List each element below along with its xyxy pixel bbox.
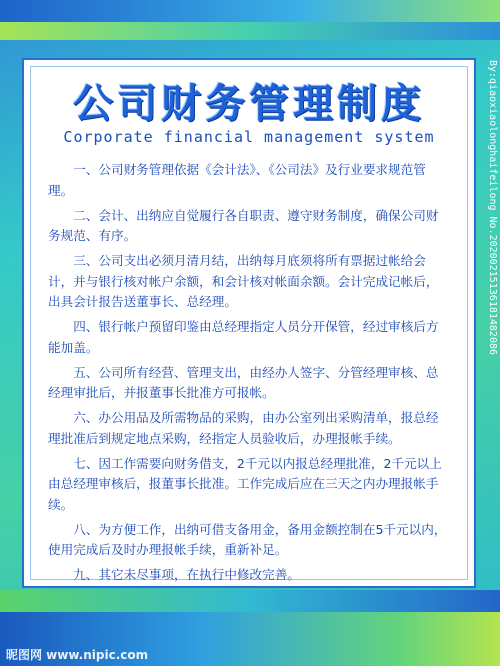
poster-subtitle: Corporate financial management system — [63, 128, 435, 146]
site-logo-watermark: 昵图网 www.nipic.com — [6, 648, 149, 662]
clause-6: 六、办公用品及所需物品的采购，由办公室列出采购清单，报总经理批准后到规定地点采购，经指定人员验收后，办理报帐手续。 — [48, 410, 439, 446]
clause-8: 八、为方便工作，出纳可借支备用金，备用金额控制在5千元以内，使用完成后及时办理报帐手续，重新补足。 — [48, 521, 447, 557]
poster-title: 公司财务管理制度 — [73, 81, 425, 127]
top-stripe — [0, 0, 500, 22]
clause-2: 二、会计、出纳应自觉履行各自职责、遵守财务制度，确保公司财务规范、有序。 — [48, 207, 439, 243]
clause-4: 四、银行帐户预留印鉴由总经理指定人员分开保管，经过审核后方能加盖。 — [48, 319, 439, 355]
clause-7: 七、因工作需要向财务借支，2千元以内报总经理批准，2千元以上由总经理审核后，报董事长批准。工作完成后应在三天之内办理报帐手续。 — [48, 455, 442, 512]
clause-1: 一、公司财务管理依据《会计法》、《公司法》及行业要求规范管理。 — [48, 162, 426, 198]
clause-5: 五、公司所有经营、管理支出，由经办人签字、分管经理审核、总经理审批后，并报董事长批准方可报帐。 — [48, 364, 439, 400]
clause-9: 九、其它未尽事项，在执行中修改完善。 — [73, 567, 300, 582]
content-panel — [22, 58, 476, 588]
clause-3: 三、公司支出必须月清月结，出纳每月底须将所有票据过帐给会计，并与银行核对帐户余额，和会计核对帐面余额。会计完成记帐后，出具会计报告送董事长、总经理。 — [48, 253, 439, 309]
regulation-text — [48, 160, 450, 590]
bottom-stripe-accent — [0, 590, 500, 612]
side-watermark: By:qiaoxiaolonghaifeilong No.20200215136181482086 — [487, 60, 498, 356]
top-stripe-accent — [0, 22, 500, 40]
